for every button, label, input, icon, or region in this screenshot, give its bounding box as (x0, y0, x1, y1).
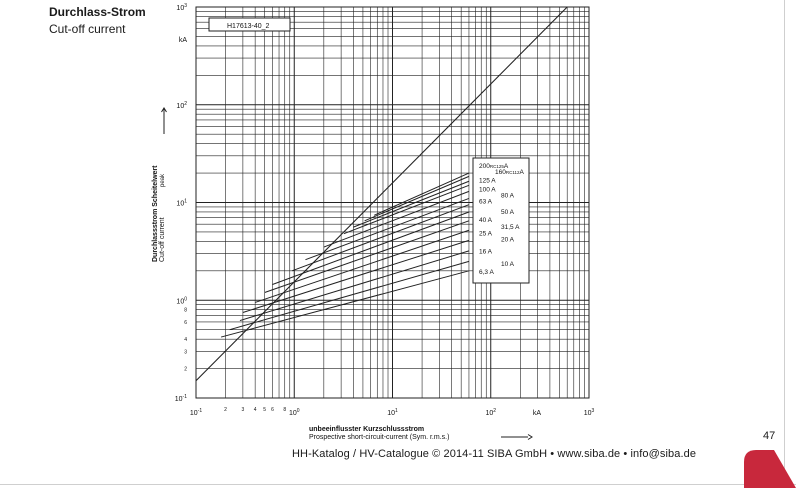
x-tick-label: $10^0$ (288, 408, 300, 417)
corner-accent (744, 450, 796, 488)
y-axis-title-en-suffix: peak (160, 173, 166, 187)
page-edge-line (784, 0, 785, 485)
x-tick-label: $10^1$ (387, 408, 398, 417)
y-axis-title-en: Cut-off current (159, 217, 166, 262)
series-line (365, 176, 469, 220)
y-axis-title-de: Durchlassstrom Scheitelwert (152, 165, 159, 262)
legend-label: 40 A (479, 217, 493, 225)
legend-label: 200RC125A (479, 163, 509, 170)
y-axis-title (152, 165, 166, 262)
y-unit-label: kA (178, 37, 188, 44)
legend-label: 63 A (479, 198, 493, 206)
x-minor-tick-label: 4 (253, 407, 257, 413)
series-line (243, 240, 469, 312)
y-minor-tick-label: 4 (184, 337, 187, 344)
series-line (230, 261, 469, 329)
x-minor-tick-label: 5 (263, 407, 267, 413)
legend-label: 10 A (501, 260, 515, 268)
legend-label: 80 A (501, 192, 515, 200)
y-tick-label: $10^{-1}$ (174, 394, 187, 403)
legend-label: 31,5 A (501, 224, 520, 232)
series-line (221, 271, 469, 337)
footer-text: HH-Katalog / HV-Catalogue © 2014-11 SIBA GmbH • www.siba.de • info@siba.de (292, 448, 697, 460)
legend-label: 160RC112A (495, 169, 524, 177)
x-minor-tick-label: 2 (224, 407, 227, 413)
page-bottom-line (0, 484, 796, 485)
page-subtitle: Cut-off current (49, 22, 126, 36)
legend-label: 25 A (479, 230, 493, 238)
page-title: Durchlass-Strom (49, 5, 146, 19)
y-minor-tick-label: 6 (184, 319, 187, 326)
legend-label: 100 A (479, 186, 496, 194)
legend-label: 50 A (501, 208, 515, 216)
series-line (292, 205, 469, 271)
x-unit-label: kA (532, 410, 542, 417)
y-tick-label: $10^0$ (176, 296, 187, 306)
y-tick-label: $10^2$ (176, 100, 187, 110)
x-tick-label: $10^{-1}$ (189, 408, 203, 417)
legend-label: 125 A (479, 177, 496, 185)
chart-grid (196, 7, 589, 398)
x-minor-tick-label: 3 (241, 407, 245, 413)
page-number: 47 (763, 430, 776, 442)
legend-label: 20 A (501, 236, 515, 244)
y-minor-tick-label: 8 (184, 307, 187, 314)
x-axis-title-de: unbeeinflusster Kurzschlussstrom (309, 426, 425, 433)
x-axis-arrow-head (528, 435, 532, 440)
chart-id-label: H17613-40_2 (227, 23, 270, 30)
y-minor-tick-label: 2 (184, 366, 187, 373)
y-tick-label: $10^1$ (176, 198, 187, 208)
chart-labels (152, 18, 532, 441)
legend-label: 16 A (479, 248, 493, 256)
legend-label: 6,3 A (479, 269, 494, 277)
x-tick-label: $10^3$ (583, 408, 595, 417)
y-minor-tick-label: 3 (184, 349, 187, 356)
x-minor-tick-label: 8 (283, 407, 287, 413)
x-tick-label: $10^2$ (485, 408, 497, 417)
x-minor-tick-label: 6 (271, 407, 274, 413)
series-line (374, 173, 469, 215)
chart-ticks (175, 3, 595, 417)
x-axis-title-en: Prospective short-circuit-current (Sym. r.m.s.) (309, 434, 450, 441)
y-tick-label: $10^3$ (176, 3, 187, 12)
